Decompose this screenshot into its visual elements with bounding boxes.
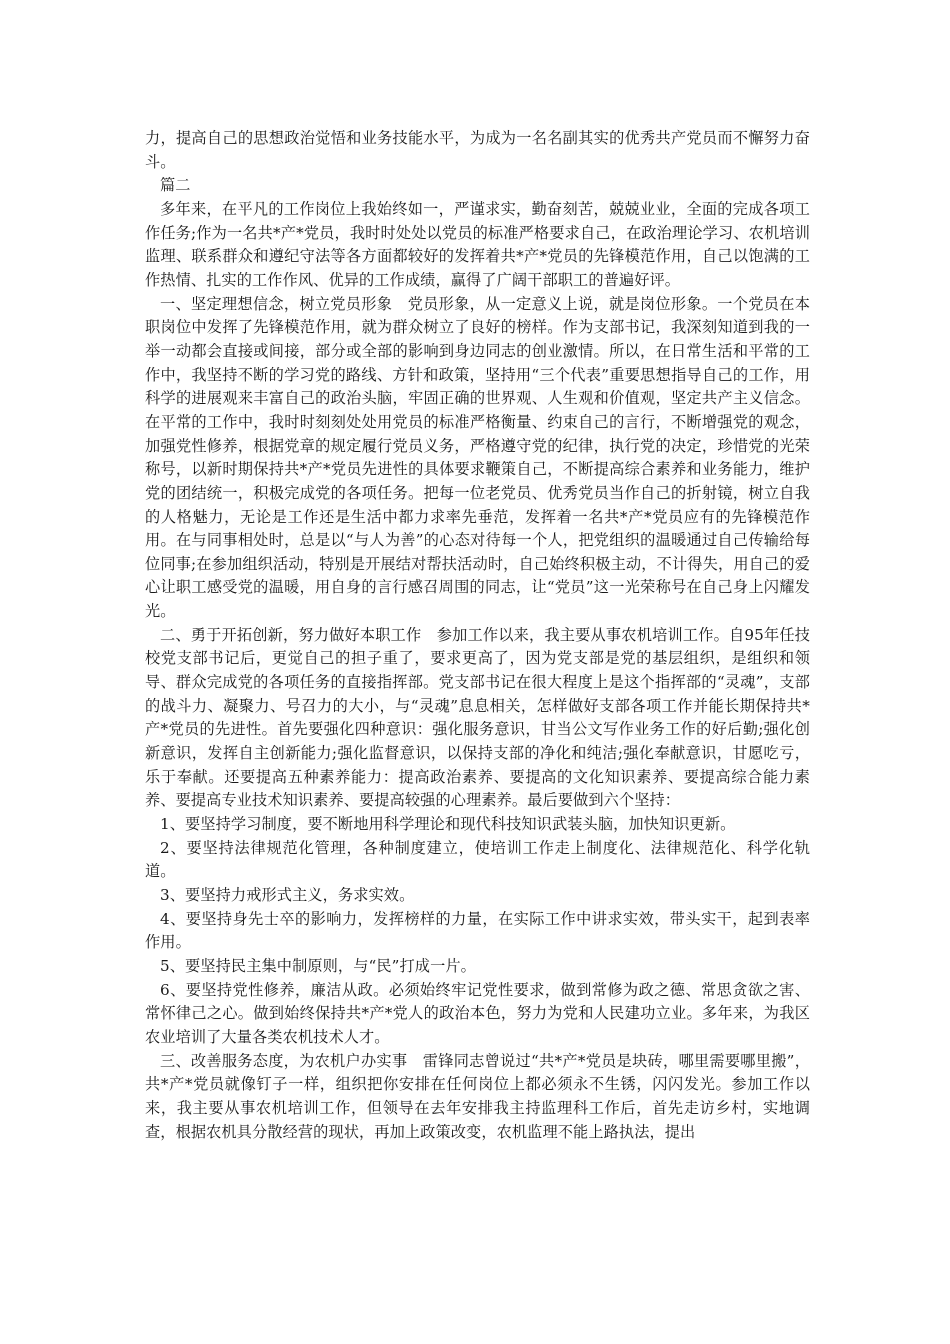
- paragraph-section-one: 一、坚定理想信念，树立党员形象 党员形象，从一定意义上说，就是岗位形象。一个党员在本职岗位中发挥了先锋模范作用，就为群众树立了良好的榜样。作为支部书记，我深刻知道到我的一举一动都会直接或间接，部分或全部的影响到身边同志的创业激情。所以，在日常生活和平常的工作中，我坚持不断的学习党的路线、方针和政策，坚持用“三个代表”重要思想指导自己的工作，用科学的进展观来丰富自己的政治头脑，牢固正确的世界观、人生观和价值观，坚定共产主义信念。在平常的工作中，我时时刻刻处处用党员的标准严格衡量、约束自己的言行，不断增强党的观念，加强党性修养，根据党章的规定履行党员义务，严格遵守党的纪律，执行党的决定，珍惜党的光荣称号，以新时期保持共*产*党员先进性的具体要求鞭策自己，不断提高综合素养和业务能力，维护党的团结统一，积极完成党的各项任务。把每一位老党员、优秀党员当作自己的折射镜，树立自我的人格魅力，无论是工作还是生活中都力求率先垂范，发挥着一名共*产*党员应有的先锋模范作用。在与同事相处时，总是以“与人为善”的心态对待每一个人，把党组织的温暖通过自己传输给每位同事;在参加组织活动，特别是开展结对帮扶活动时，自己始终积极主动，不计得失，用自己的爱心让职工感受党的温暖，用自身的言行感召周围的同志，让“党员”这一光荣称号在自己身上闪耀发光。: [145, 294, 810, 621]
- paragraph-section-two: 二、勇于开拓创新，努力做好本职工作 参加工作以来，我主要从事农机培训工作。自95年任技校党支部书记后，更觉自己的担子重了，要求更高了，因为党支部是党的基层组织，是组织和领导、群众完成党的各项任务的直接指挥部。党支部书记在很大程度上是这个指挥部的“灵魂”，支部的战斗力、凝聚力、号召力的大小，与“灵魂”息息相关，怎样做好支部各项工作并能长期保持共*产*党员的先进性。首先要强化四种意识：强化服务意识，甘当公文写作业务工作的好后勤;强化创新意识，发挥自主创新能力;强化监督意识，以保持支部的净化和纯洁;强化奉献意识，甘愿吃亏，乐于奉献。还要提高五种素养能力：提高政治素养、要提高的文化知识素养、要提高综合能力素养、要提高专业技术知识素养、要提高较强的心理素养。最后要做到六个坚持：: [145, 625, 810, 810]
- section-heading-part-two: 篇二: [160, 176, 191, 195]
- list-item-4: 4、要坚持身先士卒的影响力，发挥榜样的力量，在实际工作中讲求实效，带头实干，起到表率作用。: [145, 909, 810, 952]
- paragraph-closing-line: 力，提高自己的思想政治觉悟和业务技能水平，为成为一名名副其实的优秀共产党员而不懈努力奋斗。: [145, 129, 810, 171]
- list-item-3: 3、要坚持力戒形式主义，务求实效。: [160, 886, 415, 904]
- list-item-5: 5、要坚持民主集中制原则，与“民”打成一片。: [160, 956, 476, 975]
- list-item-1: 1、要坚持学习制度，要不断地用科学理论和现代科技知识武装头脑，加快知识更新。: [160, 815, 736, 834]
- list-item-6: 6、要坚持党性修养，廉洁从政。必须始终牢记党性要求，做到常修为政之德、常思贪欲之害、常怀律己之心。做到始终保持共*产*党人的政治本色，努力为党和人民建功立业。多年来，为我区农业培训了大量各类农机技术人才。: [145, 980, 810, 1046]
- paragraph-intro: 多年来，在平凡的工作岗位上我始终如一，严谨求实，勤奋刻苦，兢兢业业，全面的完成各项工作任务;作为一名共*产*党员，我时时处处以党员的标准严格要求自己，在政治理论学习、农机培训监理、联系群众和遵纪守法等各方面都较好的发挥着共*产*党员的先锋模范作用，自己以饱满的工作热情、扎实的工作作风、优异的工作成绩，赢得了广阔干部职工的普遍好评。: [145, 199, 810, 289]
- document-body: [145, 127, 810, 1144]
- paragraph-section-three: 三、改善服务态度，为农机户办实事 雷锋同志曾说过“共*产*党员是块砖，哪里需要哪里搬”，共*产*党员就像钉子一样，组织把你安排在任何岗位上都必须永不生锈，闪闪发光。参加工作以来，我主要从事农机培训工作，但领导在去年安排我主持监理科工作后，首先走访乡村，实地调查，根据农机具分散经营的现状，再加上政策改变，农机监理不能上路执法，提出: [145, 1051, 810, 1141]
- list-item-2: 2、要坚持法律规范化管理，各种制度建立，使培训工作走上制度化、法律规范化、科学化轨道。: [145, 838, 810, 881]
